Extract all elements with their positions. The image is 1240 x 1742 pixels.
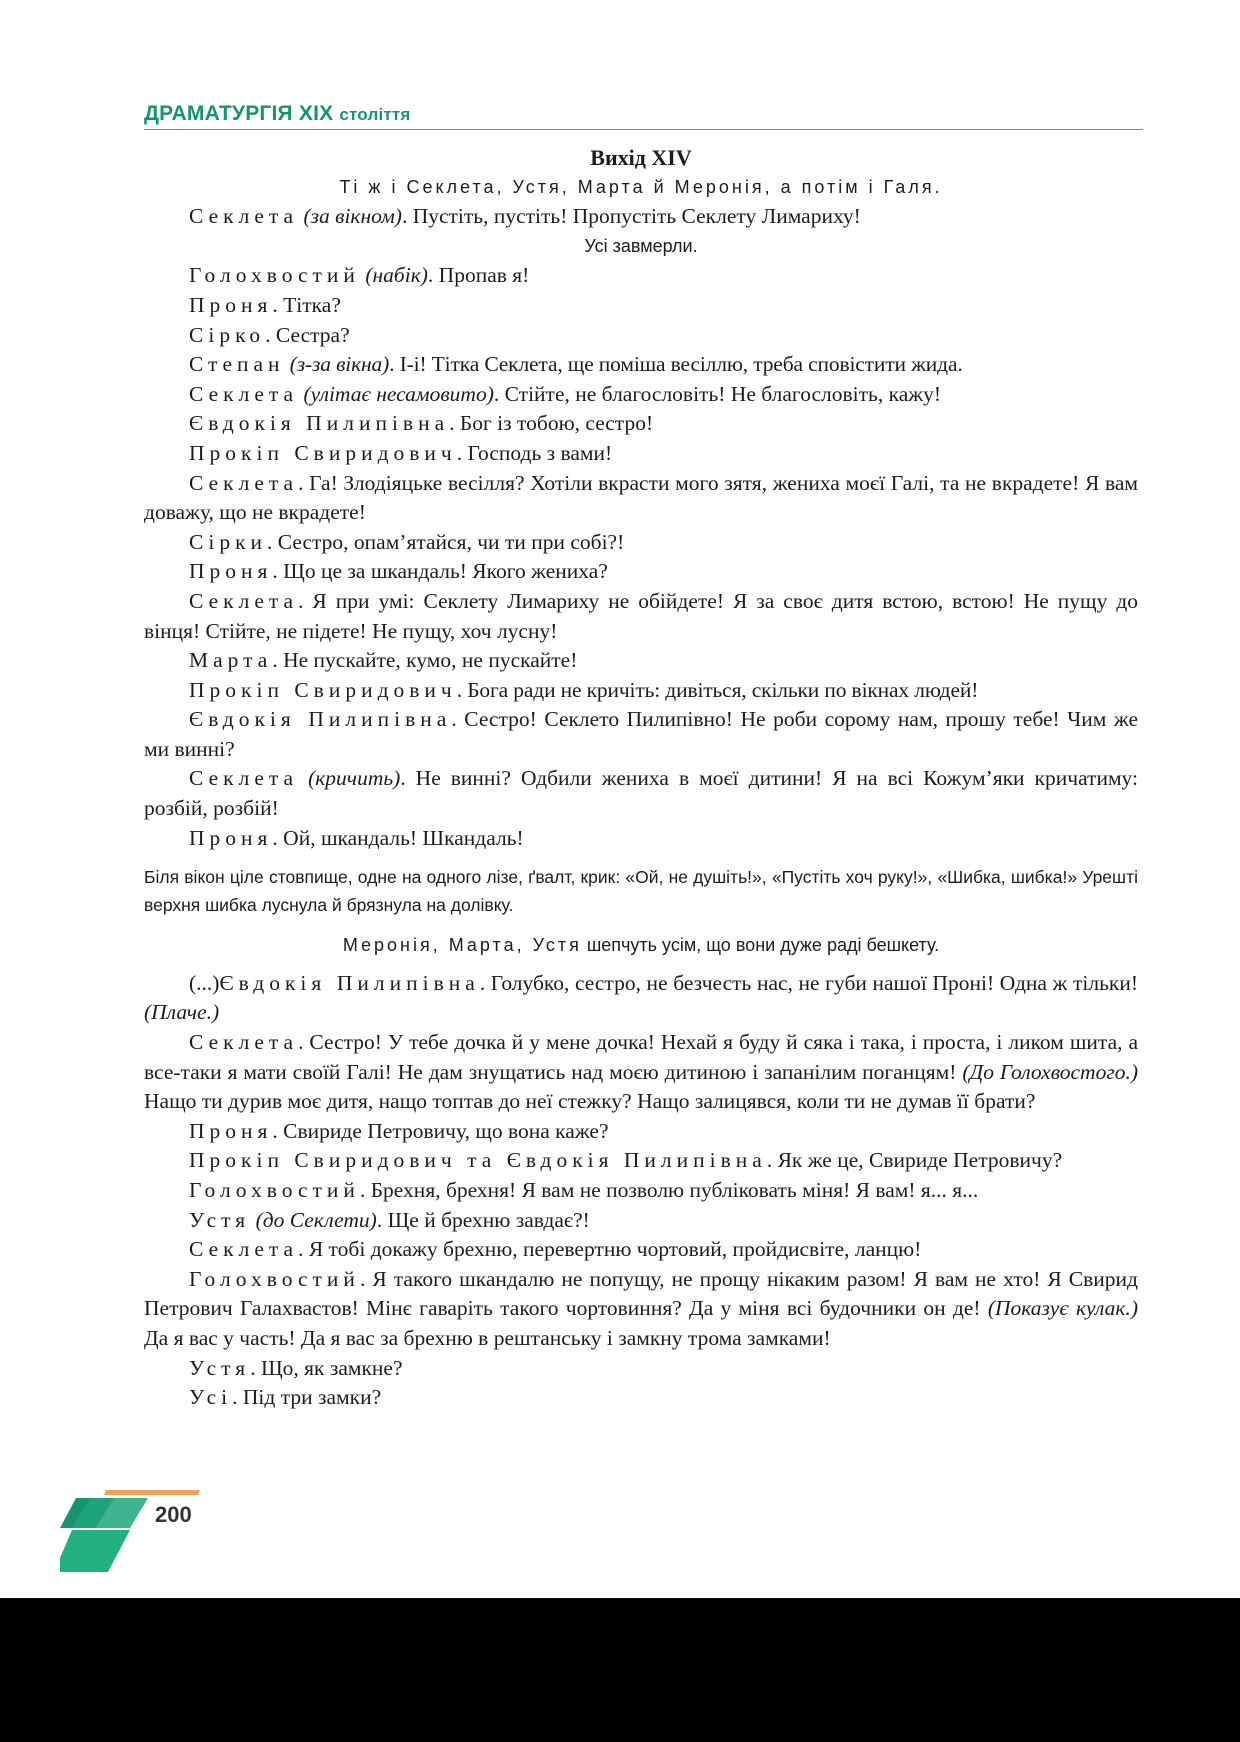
dialogue-line <box>144 676 1138 706</box>
speaker-name: Секлета <box>189 381 299 406</box>
dialogue-line <box>144 1235 1138 1265</box>
speaker-name: Прокіп Свиридович <box>189 677 457 702</box>
stage-direction-whisper <box>144 931 1138 961</box>
speaker-name: Секлета <box>189 766 299 791</box>
speaker-name: Усі <box>189 1385 233 1410</box>
running-header <box>144 102 411 126</box>
dialogue-line <box>144 380 1138 410</box>
stage-direction: (кричить) <box>308 766 401 791</box>
line-text: Нащо ти дурив моє дитя, нащо топтав до неї стежку? Нащо залицявся, коли ти не думав її брати? <box>144 1089 1036 1114</box>
line-text: . Сестро! У тебе дочка й у мене дочка! Нехай я буду й сяка і така, і проста, і ликом шита, а все-таки я мати своїй Галі! Не дам знущатись над моєю дитиною і запанілим поганцям! <box>144 1030 1138 1084</box>
dialogue-line <box>144 1028 1138 1117</box>
line-text: . Як же це, Свириде Петровичу? <box>766 1148 1063 1173</box>
line-text: . Сестра? <box>265 322 350 347</box>
dialogue-line <box>144 1206 1138 1236</box>
play-text <box>144 143 1138 1413</box>
stage-direction: (з-за вікна) <box>289 352 390 377</box>
cast-line: Ті ж і Секлета, Устя, Марта й Меронія, а потім і Галя. <box>339 176 943 197</box>
scene-title: Вихід XIV <box>590 145 692 170</box>
line-text: . Пропав я! <box>427 263 530 288</box>
speaker-name: Секлета <box>189 204 299 229</box>
speaker-name: Степан <box>189 352 285 377</box>
speaker-name: Марта <box>189 648 273 673</box>
stage-direction: (Показує кулак.) <box>987 1296 1138 1321</box>
line-text: . Ще й брехню завдає?! <box>376 1207 590 1232</box>
dialogue-line <box>144 1176 1138 1206</box>
dialogue-line <box>144 705 1138 764</box>
stage-direction-crowd: Біля вікон ціле стовпище, одне на одного лізе, ґвалт, крик: «Ой, не душіть!», «Пустіть хоч руку!», «Шибка, шибка!» Урешті верхня шибка луснула й брязнула на долівку. <box>144 867 1138 916</box>
line-text: . Голубко, сестро, не безчесть нас, не губи нашої Проні! Одна ж тільки! <box>479 970 1138 995</box>
line-text: . Господь з вами! <box>456 440 613 465</box>
dialogue-line <box>144 1117 1138 1147</box>
omission-mark: (...) <box>189 970 220 995</box>
line-text: . Я тобі докажу брехню, перевертню чортовий, пройдисвіте, ланцю! <box>298 1237 922 1262</box>
line-text: . Що, як замкне? <box>250 1355 403 1380</box>
speaker-name: Голохвостий <box>189 263 360 288</box>
header-divider <box>144 129 1143 130</box>
speaker-name: Проня <box>189 1118 273 1143</box>
speaker-name: Секлета <box>189 1030 299 1055</box>
dialogue-line <box>144 202 1138 232</box>
dialogue-line <box>144 350 1138 380</box>
dialogue-line <box>144 321 1138 351</box>
dialogue-line <box>144 1354 1138 1384</box>
speaker-name: Євдокія Пилипівна <box>189 411 450 436</box>
stage-direction: (за вікном) <box>303 204 402 229</box>
stage-direction: (До Голохвостого.) <box>962 1059 1139 1084</box>
line-text: . Тітка? <box>272 292 341 317</box>
dialogue-line <box>144 1146 1138 1176</box>
dialogue-line <box>144 528 1138 558</box>
speaker-name: Євдокія Пилипівна <box>219 970 480 995</box>
speaker-name: Проня <box>189 559 273 584</box>
header-title: ДРАМАТУРГІЯ XIX <box>144 102 334 125</box>
line-text: . Свириде Петровичу, що вона каже? <box>272 1118 609 1143</box>
whisper-text: шепчуть усім, що вони дуже раді бешкету. <box>581 935 940 956</box>
speaker-name: Голохвостий <box>189 1266 360 1291</box>
speaker-name: Секлета <box>189 470 299 495</box>
line-text: . Не пускайте, кумо, не пускайте! <box>272 648 578 673</box>
line-text: . Пустіть, пустіть! Пропустіть Секлету Лимариху! <box>401 204 861 229</box>
line-text: . Під три замки? <box>232 1385 382 1410</box>
dialogue-line <box>144 291 1138 321</box>
line-text: . Га! Злодіяцьке весілля? Хотіли вкрасти мого зятя, жениха моєї Галі, та не вкрадете! Я вам доважу, що не вкрадете! <box>144 470 1138 525</box>
speaker-name: Устя <box>189 1355 251 1380</box>
speaker-name: Голохвостий <box>189 1178 360 1202</box>
dialogue-line <box>144 587 1138 646</box>
stage-direction: (набік) <box>365 263 428 288</box>
stage-direction-all-freeze: Усі завмерли. <box>584 235 698 256</box>
orange-accent-bar <box>104 1490 200 1495</box>
header-subtitle: століття <box>339 105 411 124</box>
line-text: . І-і! Тітка Секлета, ще поміша весіллю, треба сповістити жида. <box>389 352 963 377</box>
line-text: . Брехня, брехня! Я вам не позволю публіковать міня! Я вам! я... я... <box>359 1178 979 1202</box>
dialogue-line <box>144 646 1138 676</box>
speaker-name: Проня <box>189 292 273 317</box>
speaker-name: Секлета <box>189 1237 299 1262</box>
speaker-name: Сірки <box>189 529 268 554</box>
dialogue-line <box>144 1265 1138 1354</box>
line-text: . Не винні? Одбили жениха в моєї дитини! Я на всі Кожум’яки кричатиму: розбій, розбій! <box>144 766 1138 821</box>
line-text: Да я вас у часть! Да я вас за брехню в рештанську і замкну трома замками! <box>144 1325 831 1350</box>
line-text: . Сестро! Секлето Пилипівно! Не роби сорому нам, прошу тебе! Чим же ми винні? <box>144 707 1138 761</box>
line-text: . Ой, шкандаль! Шкандаль! <box>272 825 524 850</box>
speaker-name: Секлета <box>189 588 299 613</box>
speaker-name: Євдокія Пилипівна <box>189 707 452 732</box>
green-block-bottom <box>60 1530 130 1572</box>
speaker-name: Прокіп Свиридович <box>189 440 457 465</box>
speaker-name: Прокіп Свиридович та Євдокія Пилипівна <box>189 1148 767 1173</box>
dialogue-line <box>144 469 1138 528</box>
dialogue-line <box>144 261 1138 291</box>
line-text: . Що це за шкандаль! Якого жениха? <box>272 559 608 584</box>
dialogue-line <box>144 824 1138 854</box>
dialogue-line <box>144 764 1138 823</box>
line-text: . Бог із тобою, сестро! <box>449 411 654 436</box>
speaker-name: Устя <box>189 1207 251 1232</box>
line-text: . Я при умі: Секлету Лимариху не обійдете! Я за своє дитя встою, встою! Не пущу до вінця! Стійте, не підете! Не пущу, хоч лусну! <box>144 588 1138 643</box>
line-text: . Бога ради не кричіть: дивіться, скільки по вікнах людей! <box>456 677 979 702</box>
whisper-names: Меронія, Марта, Устя <box>342 935 582 956</box>
line-text: . Я такого шкандалю не попущу, не прощу нікаким разом! Я вам не хто! Я Свирид Петрович Галахвастов! Мінє гаваріть такого чортовиння? Да у міня всі будочники он де! <box>144 1266 1138 1321</box>
dialogue-line <box>144 1383 1138 1413</box>
stage-direction: (улітає несамовито) <box>303 381 494 406</box>
stage-direction: (до Секлети) <box>255 1207 377 1232</box>
line-text: . Стійте, не благословіть! Не благословіть, кажу! <box>493 381 942 406</box>
speaker-name: Сірко <box>189 322 266 347</box>
dialogue-line <box>144 969 1138 1028</box>
dialogue-line <box>144 439 1138 469</box>
dialogue-line <box>144 557 1138 587</box>
line-text: . Сестро, опам’ятайся, чи ти при собі?! <box>267 529 625 554</box>
speaker-name: Проня <box>189 825 273 850</box>
page-number: 200 <box>155 1502 192 1527</box>
dialogue-line <box>144 409 1138 439</box>
stage-direction: (Плаче.) <box>144 1000 220 1025</box>
